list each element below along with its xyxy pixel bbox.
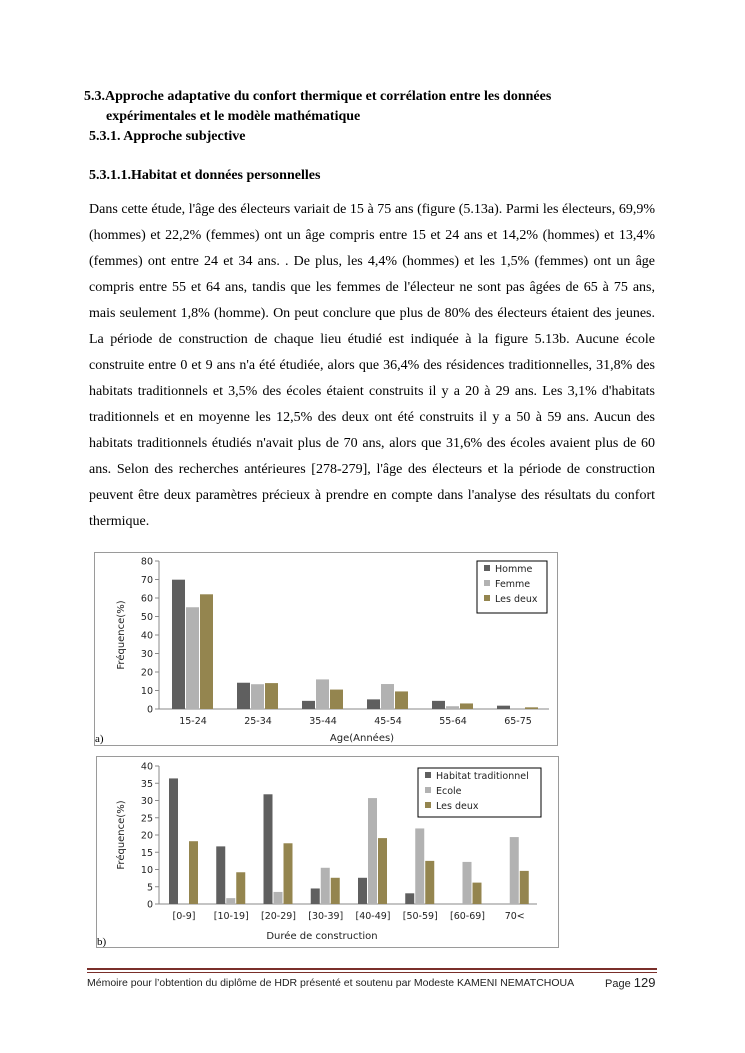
bar-les-deux-3 bbox=[395, 691, 408, 709]
y-tick-label: 40 bbox=[140, 630, 153, 642]
age-frequency-chart-svg bbox=[95, 553, 557, 745]
bar-habitat-traditionnel-5 bbox=[405, 893, 414, 904]
legend-swatch bbox=[425, 772, 431, 778]
footer-text: Mémoire pour l’obtention du diplôme de HDR présenté et soutenu par Modeste KAMENI NEMATCHOUA bbox=[87, 977, 575, 989]
x-axis-title: Age(Années) bbox=[329, 733, 395, 744]
x-tick-label: 35-44 bbox=[309, 716, 337, 727]
x-tick-label: [10-19] bbox=[213, 911, 249, 922]
footer-rule-thin bbox=[87, 972, 657, 973]
x-tick-label: 45-54 bbox=[374, 716, 402, 727]
legend-swatch bbox=[484, 595, 490, 601]
bar-les-deux-2 bbox=[284, 843, 293, 904]
panel-label-a: a) bbox=[95, 733, 104, 745]
y-tick-label: 20 bbox=[140, 830, 153, 842]
bar-homme-5 bbox=[497, 706, 510, 709]
bar-ecole-6 bbox=[463, 862, 472, 904]
x-tick-label: 65-75 bbox=[504, 716, 532, 727]
bar-homme-4 bbox=[432, 701, 445, 709]
y-tick-label: 15 bbox=[140, 847, 153, 859]
bar-ecole-3 bbox=[321, 868, 330, 904]
y-tick-label: 0 bbox=[146, 899, 153, 911]
bar-ecole-5 bbox=[415, 828, 424, 904]
y-axis-title: Fréquence(%) bbox=[116, 600, 127, 670]
bar-femme-0 bbox=[186, 607, 199, 709]
bar-les-deux-0 bbox=[189, 841, 198, 904]
x-tick-label: [20-29] bbox=[260, 911, 297, 922]
bar-les-deux-5 bbox=[425, 861, 434, 904]
x-tick-label: 25-34 bbox=[244, 716, 272, 727]
bar-femme-2 bbox=[316, 679, 329, 709]
y-tick-label: 80 bbox=[140, 556, 153, 568]
bar-les-deux-5 bbox=[525, 707, 538, 709]
body-paragraph: Dans cette étude, l'âge des électeurs variait de 15 à 75 ans (figure (5.13a). Parmi les électeurs, 69,9% (hommes) et 22,2% (femmes) ont un âge compris entre 15 et 24 ans et 14,2% (hommes) et 13,4% (femmes) ont entre 24 et 34 ans. . De plus, les 4,4% (hommes) et les 1,5% (femmes) ont un âge compris entre 55 et 64 ans, tandis que les femmes de l'électeur ne sont pas âgées de 65 à 75 ans, mais seulement 1,8% (homme). On peut conclure que plus de 80% des électeurs étaient des jeunes. La période de construction de chaque lieu étudié est indiquée à la figure 5.13b. Aucune école construite entre 0 et 9 ans n'a été étudiée, alors que 36,4% des résidences traditionnelles, 31,8% des habitats traditionnels et 3,5% des écoles étaient construits il y a 20 à 29 ans. Les 3,1% d'habitats traditionnels et en moyenne les 12,5% des deux ont été construits il y a 50 à 59 ans. Aucun des habitats traditionnels étudiés n'avait plus de 70 ans, alors que 31,6% des écoles avaient plus de 60 ans. Selon des recherches antérieures [278-279], l'âge des électeurs et la période de construction peuvent être deux paramètres précieux à prendre en compte dans l'analyse des résultats du confort thermique. bbox=[89, 202, 655, 529]
bar-ecole-4 bbox=[368, 798, 377, 904]
legend-label: Homme bbox=[495, 564, 533, 575]
panel-label-b: b) bbox=[97, 936, 107, 948]
bar-homme-3 bbox=[367, 699, 380, 709]
page-label: Page bbox=[605, 978, 631, 990]
x-tick-label: [30-39] bbox=[308, 911, 344, 922]
bar-les-deux-1 bbox=[265, 683, 278, 709]
bar-les-deux-4 bbox=[460, 703, 473, 709]
y-tick-label: 10 bbox=[140, 865, 153, 876]
bar-ecole-1 bbox=[226, 898, 235, 904]
y-tick-label: 30 bbox=[140, 649, 153, 660]
legend-label: Les deux bbox=[436, 801, 479, 812]
bar-femme-1 bbox=[251, 684, 264, 709]
y-tick-label: 25 bbox=[140, 813, 153, 825]
y-tick-label: 70 bbox=[140, 575, 153, 586]
bar-homme-2 bbox=[302, 701, 315, 709]
bar-habitat-traditionnel-1 bbox=[216, 846, 225, 904]
y-axis-title: Fréquence(%) bbox=[116, 800, 127, 870]
y-tick-label: 60 bbox=[140, 593, 153, 605]
y-tick-label: 40 bbox=[140, 761, 153, 773]
y-tick-label: 20 bbox=[140, 667, 153, 679]
y-tick-label: 35 bbox=[140, 778, 153, 790]
x-tick-label: 70< bbox=[504, 911, 525, 922]
section-heading-line2: expérimentales et le modèle mathématique bbox=[106, 109, 361, 124]
bar-les-deux-6 bbox=[473, 883, 482, 904]
age-frequency-chart bbox=[94, 552, 558, 746]
footer-rule bbox=[87, 968, 657, 970]
x-tick-label: 15-24 bbox=[179, 716, 207, 727]
legend-label: Ecole bbox=[436, 786, 462, 797]
legend-swatch bbox=[425, 787, 431, 793]
subsubsection-heading: 5.3.1.1.Habitat et données personnelles bbox=[89, 168, 321, 183]
construction-period-chart-svg bbox=[97, 757, 558, 947]
legend-swatch bbox=[425, 802, 431, 808]
x-tick-label: 55-64 bbox=[439, 716, 467, 727]
construction-period-chart bbox=[96, 756, 559, 948]
y-tick-label: 30 bbox=[140, 796, 153, 807]
bar-femme-4 bbox=[446, 706, 459, 709]
bar-femme-3 bbox=[381, 684, 394, 709]
bar-ecole-7 bbox=[510, 837, 519, 904]
bar-les-deux-7 bbox=[520, 871, 529, 904]
legend-label: Habitat traditionnel bbox=[436, 771, 529, 782]
page-number-value: 129 bbox=[633, 975, 656, 990]
legend-label: Femme bbox=[495, 579, 531, 590]
bar-habitat-traditionnel-0 bbox=[169, 778, 178, 904]
y-tick-label: 0 bbox=[146, 704, 153, 716]
bar-homme-0 bbox=[172, 580, 185, 709]
x-tick-label: [50-59] bbox=[402, 911, 438, 922]
y-tick-label: 5 bbox=[146, 882, 153, 894]
bar-les-deux-4 bbox=[378, 838, 387, 904]
bar-les-deux-1 bbox=[236, 872, 245, 904]
x-tick-label: [40-49] bbox=[355, 911, 391, 922]
x-tick-label: [60-69] bbox=[449, 911, 486, 922]
legend-label: Les deux bbox=[495, 594, 538, 605]
x-tick-label: [0-9] bbox=[172, 911, 196, 922]
y-tick-label: 10 bbox=[140, 686, 153, 697]
bar-habitat-traditionnel-2 bbox=[264, 794, 273, 904]
bar-ecole-2 bbox=[274, 892, 283, 904]
bar-habitat-traditionnel-3 bbox=[311, 888, 320, 904]
bar-homme-1 bbox=[237, 683, 250, 709]
legend-swatch bbox=[484, 580, 490, 586]
bar-les-deux-2 bbox=[330, 690, 343, 709]
page-number bbox=[605, 975, 655, 990]
subsection-heading: 5.3.1. Approche subjective bbox=[89, 129, 246, 144]
section-heading-line1: 5.3.Approche adaptative du confort thermique et corrélation entre les données bbox=[84, 89, 552, 104]
x-axis-title: Durée de construction bbox=[266, 931, 378, 942]
y-tick-label: 50 bbox=[140, 612, 153, 623]
legend-swatch bbox=[484, 565, 490, 571]
bar-les-deux-0 bbox=[200, 594, 213, 709]
bar-habitat-traditionnel-4 bbox=[358, 878, 367, 904]
bar-les-deux-3 bbox=[331, 878, 340, 904]
